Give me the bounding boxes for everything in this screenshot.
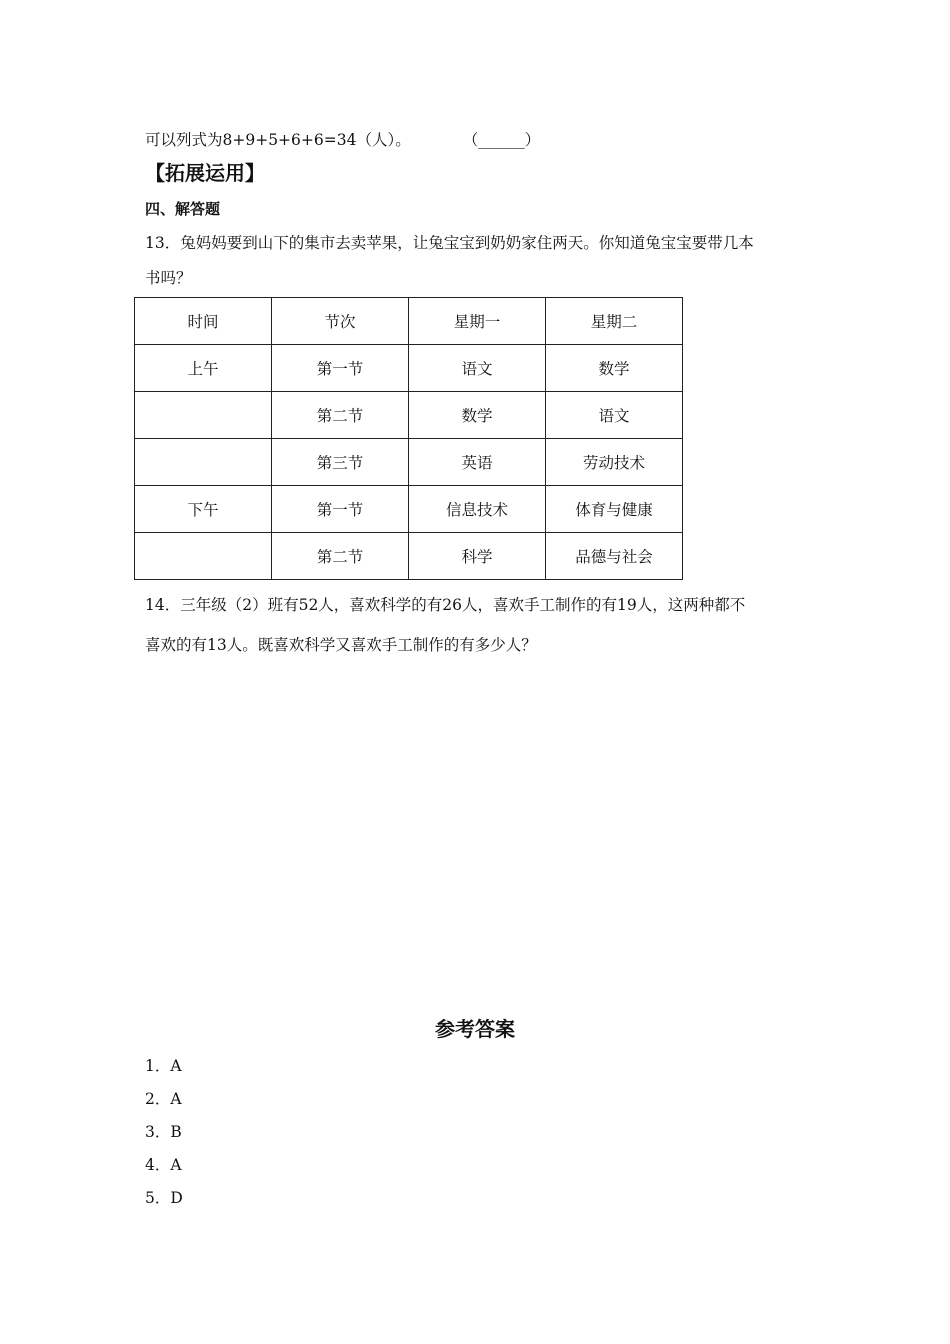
table-cell: 科学 xyxy=(409,533,546,580)
table-cell xyxy=(135,439,272,486)
table-cell: 第二节 xyxy=(272,533,409,580)
section-heading: 【拓展运用】 xyxy=(145,161,265,185)
answer-item: 1．A xyxy=(145,1057,182,1075)
question-13-line-2: 书吗？ xyxy=(145,269,192,287)
table-cell: 上午 xyxy=(135,345,272,392)
table-cell: 品德与社会 xyxy=(546,533,683,580)
schedule-table xyxy=(134,297,683,580)
answer-item: 4．A xyxy=(145,1156,182,1174)
header-cell-tuesday: 星期二 xyxy=(546,298,683,345)
question-13-line-1: 13．兔妈妈要到山下的集市去卖苹果，让兔宝宝到奶奶家住两天。你知道兔宝宝要带几本 xyxy=(145,234,754,252)
table-row xyxy=(135,486,683,533)
table-cell: 体育与健康 xyxy=(546,486,683,533)
table-row xyxy=(135,533,683,580)
table-cell: 英语 xyxy=(409,439,546,486)
answer-item: 2．A xyxy=(145,1090,182,1108)
table-cell: 信息技术 xyxy=(409,486,546,533)
table-row xyxy=(135,345,683,392)
table-cell: 第三节 xyxy=(272,439,409,486)
table-cell: 第一节 xyxy=(272,486,409,533)
answer-blank: （______） xyxy=(462,131,541,149)
table-header-row xyxy=(135,298,683,345)
answers-title: 参考答案 xyxy=(435,1017,515,1041)
header-cell-monday: 星期一 xyxy=(409,298,546,345)
table-cell: 语文 xyxy=(409,345,546,392)
question-14-line-2: 喜欢的有13人。既喜欢科学又喜欢手工制作的有多少人？ xyxy=(145,636,537,654)
answer-item: 5．D xyxy=(145,1189,183,1207)
section-subheading: 四、解答题 xyxy=(145,200,221,218)
answer-item: 3．B xyxy=(145,1123,182,1141)
table-cell: 数学 xyxy=(409,392,546,439)
table-cell: 下午 xyxy=(135,486,272,533)
table-row xyxy=(135,392,683,439)
table-cell: 劳动技术 xyxy=(546,439,683,486)
statement-text: 可以列式为8+9+5+6+6=34（人）。 xyxy=(145,131,411,149)
header-cell-period: 节次 xyxy=(272,298,409,345)
table-cell: 第一节 xyxy=(272,345,409,392)
question-14-line-1: 14．三年级（2）班有52人，喜欢科学的有26人，喜欢手工制作的有19人，这两种都不 xyxy=(145,596,746,614)
table-cell: 语文 xyxy=(546,392,683,439)
table-row xyxy=(135,439,683,486)
table-cell: 第二节 xyxy=(272,392,409,439)
table-cell xyxy=(135,533,272,580)
table-cell xyxy=(135,392,272,439)
statement-line xyxy=(145,128,540,150)
header-cell-time: 时间 xyxy=(135,298,272,345)
table-cell: 数学 xyxy=(546,345,683,392)
